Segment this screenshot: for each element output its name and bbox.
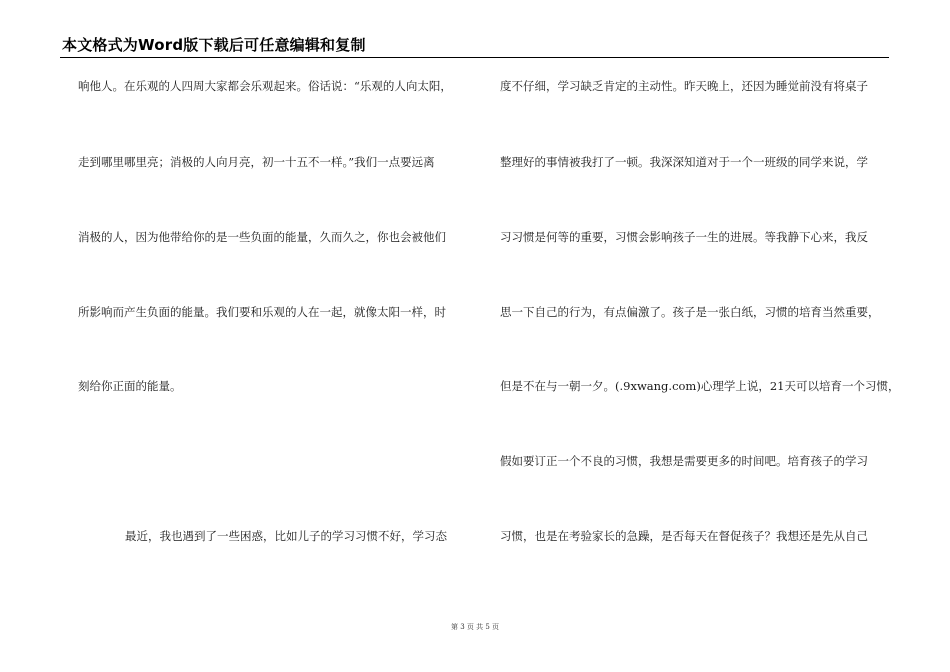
text-line: 习习惯是何等的重要，习惯会影响孩子一生的进展。等我静下心来，我反 xyxy=(500,230,868,244)
text-line: 最近，我也遇到了一些困惑，比如儿子的学习习惯不好，学习态 xyxy=(125,529,447,543)
text-line: 刻给你正面的能量。 xyxy=(78,379,182,393)
text-line: 整理好的事情被我打了一顿。我深深知道对于一个一班级的同学来说，学 xyxy=(500,155,868,169)
text-line: 但是不在与一朝一夕。(.9xwang.com)心理学上说，21天可以培育一个习惯， xyxy=(500,379,900,393)
text-line: 习惯，也是在考验家长的急躁，是否每天在督促孩子？我想还是先从自己 xyxy=(500,529,868,543)
text-line: 度不仔细，学习缺乏肯定的主动性。昨天晚上，还因为睡觉前没有将桌子 xyxy=(500,79,868,93)
text-line: 假如要订正一个不良的习惯，我想是需要更多的时间吧。培育孩子的学习 xyxy=(500,454,868,468)
text-line: 走到哪里哪里亮；消极的人向月亮，初一十五不一样。”我们一点要远离 xyxy=(78,155,435,169)
text-line: 消极的人，因为他带给你的是一些负面的能量，久而久之，你也会被他们 xyxy=(78,230,446,244)
page-number: 第 3 页 共 5 页 xyxy=(450,623,500,631)
text-line: 思一下自己的行为，有点偏激了。孩子是一张白纸，习惯的培育当然重要， xyxy=(500,305,880,319)
text-line: 所影响而产生负面的能量。我们要和乐观的人在一起，就像太阳一样，时 xyxy=(78,305,446,319)
header-title: 本文格式为Word版下载后可任意编辑和复制 xyxy=(62,36,366,54)
text-line: 响他人。在乐观的人四周大家都会乐观起来。俗话说：“乐观的人向太阳， xyxy=(78,79,452,93)
header-divider xyxy=(60,57,889,58)
